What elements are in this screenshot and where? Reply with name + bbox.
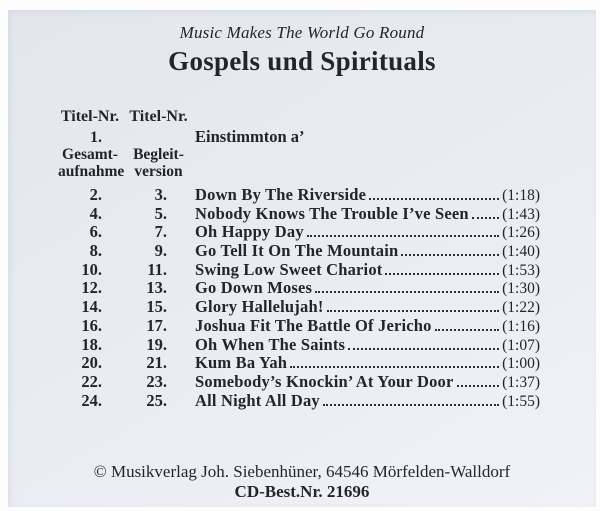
tracklist-table [58,108,540,409]
track-title-cell [195,335,540,355]
dot-leader [385,273,499,275]
track-number-backing-version: 3. [154,185,167,204]
track-duration: (1:55) [502,392,540,410]
track-duration: (1:18) [502,187,540,204]
track-row [58,316,540,335]
dot-leader [348,348,499,350]
track-title-cell [195,297,540,317]
publisher-line: © Musikverlag Joh. Siebenhüner, 64546 Mörfelden-Walldorf [93,462,511,481]
column-header-row [58,108,540,127]
track-duration: (1:43) [502,205,540,223]
track-number-full-recording: 12. [81,278,102,298]
track-number-backing-version: 19. [146,334,167,354]
track-number-backing-version: 11. [147,259,167,279]
dot-leader [323,404,499,406]
track-title-cell [195,353,540,373]
track-number-full-recording: 18. [81,334,102,354]
track-number-full-recording: 8. [89,241,102,261]
column-header-gesamtaufnahme: Titel-Nr. [60,108,120,125]
track-title: Kum Ba Yah [195,353,288,373]
track-title-cell [195,391,540,411]
dot-leader [369,198,499,200]
track-title-cell [195,372,540,392]
track-title: Oh When The Saints [195,334,346,354]
track-number-backing-version: 17. [146,315,167,335]
footer [8,462,596,501]
track-number-backing-version: 5. [154,203,167,223]
track-title: Oh Happy Day [195,222,304,242]
track-title-cell [195,316,540,336]
dot-leader [457,385,500,387]
col2-subheader-line2: version [134,163,183,180]
track-title: Somebody’s Knockin’ At Your Door [195,371,454,391]
track-number-full-recording: 4. [89,203,102,223]
track-duration: (1:53) [502,261,540,279]
dot-leader [472,217,499,219]
track-row [58,278,540,297]
track-title-cell [195,278,540,298]
track-duration: (1:16) [502,317,540,335]
track-row [58,260,540,279]
track-title: Glory Hallelujah! [195,297,324,317]
track-list [58,185,540,409]
dot-leader [307,235,499,237]
track-row [58,353,540,372]
dot-leader [290,366,499,368]
track-row [58,297,540,316]
track-duration: (1:40) [502,243,540,261]
track-number-backing-version: 13. [146,278,167,298]
track-number-backing-version: 9. [154,241,167,261]
track-title: Joshua Fit The Battle Of Jericho [195,315,432,335]
tuning-note-row [58,127,540,146]
track-number-full-recording: 2. [89,185,102,204]
track-number-backing-version: 25. [146,390,167,410]
track-title: All Night All Day [195,390,320,410]
track-duration: (1:30) [502,280,540,298]
track-row [58,222,540,241]
col2-subheader-line1: Begleit- [133,146,184,163]
tuning-track-title: Einstimmton a’ [195,127,305,146]
track-duration: (1:37) [502,373,540,391]
dot-leader [327,310,500,312]
track-number-full-recording: 22. [81,371,102,391]
column-subheader-row-1 [58,146,540,163]
track-duration: (1:07) [502,336,540,354]
track-number-backing-version: 7. [154,222,167,242]
track-duration: (1:00) [502,355,540,373]
track-title: Nobody Knows The Trouble I’ve Seen [195,203,469,223]
dot-leader [435,329,499,331]
track-row [58,372,540,391]
album-title: Gospels und Spirituals [168,46,436,76]
track-title-cell [195,185,540,205]
track-title-cell [195,204,540,224]
track-row [58,185,540,204]
series-subtitle: Music Makes The World Go Round [179,23,425,42]
catalog-number: CD-Best.Nr. 21696 [234,481,370,501]
col1-subheader-line2: aufnahme [58,163,125,180]
track-duration: (1:26) [502,224,540,242]
track-row [58,335,540,354]
col1-subheader-line1: Gesamt- [62,146,118,163]
track-row [58,204,540,223]
track-row [58,391,540,410]
track-title-cell [195,222,540,242]
track-number-full-recording: 10. [81,259,102,279]
cd-inlay-card [8,10,596,507]
track-number-full-recording: 20. [81,353,102,373]
track-number-full-recording: 24. [81,390,102,410]
track-title: Down By The Riverside [195,185,367,204]
track-title-cell [195,260,540,280]
track-number-backing-version: 15. [146,297,167,317]
track-number-backing-version: 21. [146,353,167,373]
dot-leader [315,291,499,293]
track-number-backing-version: 23. [146,371,167,391]
tuning-track-number: 1. [90,129,102,146]
track-duration: (1:22) [502,299,540,317]
dot-leader [401,254,499,256]
track-number-full-recording: 6. [89,222,102,242]
column-header-begleitversion: Titel-Nr. [129,108,188,125]
track-number-full-recording: 14. [81,297,102,317]
column-subheader-row-2 [58,163,540,180]
track-title: Swing Low Sweet Chariot [195,259,383,279]
track-title: Go Tell It On The Mountain [195,241,399,261]
track-number-full-recording: 16. [81,315,102,335]
track-row [58,241,540,260]
track-title-cell [195,241,540,261]
track-title: Go Down Moses [195,278,313,298]
